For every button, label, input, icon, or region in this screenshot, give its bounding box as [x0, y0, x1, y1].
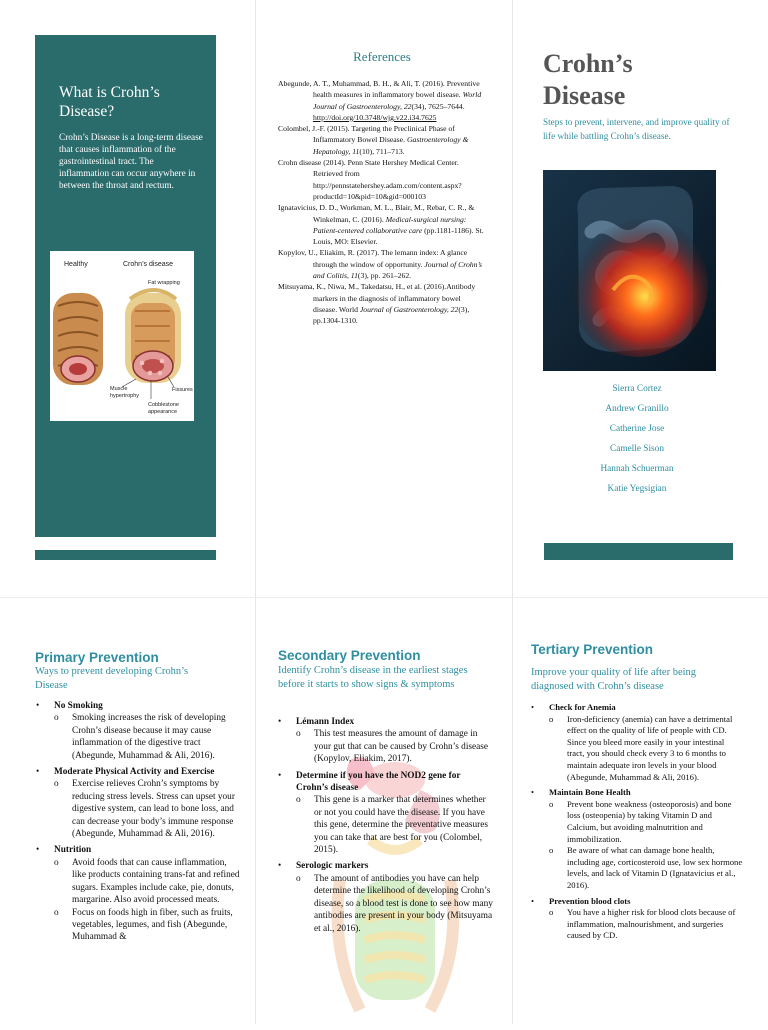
prevention-detail [54, 778, 240, 840]
bullet-icon: • [531, 895, 535, 906]
secondary-title: Secondary Prevention [278, 648, 421, 663]
reference-text: Crohn disease (2014). Penn State Hershey Medical Center. Retrieved from http://pennstatehershey.adam.com/content.aspx?productId=10&pid=10&gid=000103 [278, 158, 462, 201]
tertiary-subtitle: Improve your quality of life after being diagnosed with Crohn’s disease [531, 667, 697, 692]
prevention-detail [54, 857, 240, 907]
bullet-icon: • [531, 702, 535, 712]
prevention-detail [54, 907, 240, 944]
author-name: Sierra Cortez [612, 384, 662, 394]
author-name: Camelle Sison [610, 444, 664, 455]
bullet-icon: • [278, 861, 282, 872]
author-name: Andrew Granillo [605, 404, 669, 415]
illus-label-muscle: Muscle hypertrophy [110, 386, 140, 399]
prevention-item [36, 766, 240, 778]
bullet-icon: • [36, 701, 40, 711]
prevention-detail-text: Exercise relieves Crohn’s symptoms by reducing stress levels. Stress can upset your digestive system, can lead to bone loss, and can decrease your body’s immune response (Abegunde, Muhammad & Ali, 2016). [72, 779, 235, 840]
reference-link[interactable]: http://doi.org/10.3748/wjg.v22.i34.7625 [313, 112, 437, 122]
prevention-item-label: Check for Anemia [549, 702, 616, 712]
reference-pages: (pp.1181-1186). St. Louis, MO: Elsevier. [313, 225, 484, 247]
prevention-item-label: No Smoking [54, 701, 103, 711]
prevention-detail-text: Be aware of what can damage bone health, including age, corticosteroid use, low sex hormone levels, and lack of Vitamin D (Ignatavicius et al., 2016). [567, 845, 743, 890]
reference-text: Colombel, J.-F. (2015). Targeting the Preclinical Phase of Inflammatory Bowel Disease. [278, 124, 455, 145]
what-is-heading: What is Crohn’s Disease? [59, 84, 160, 120]
prevention-item-label: Determine if you have the NOD2 gene for Crohn’s disease [296, 770, 461, 794]
prevention-detail [296, 794, 493, 856]
prevention-detail-text: You have a higher risk for blood clots because of inflammation, malnourishment, and surgeries caused by CD. [567, 907, 736, 941]
page-divider [0, 597, 768, 598]
prevention-detail [296, 728, 493, 765]
sub-bullet-icon: o [54, 907, 59, 918]
references-title: References [353, 49, 411, 64]
prevention-item [36, 700, 240, 712]
illus-label-fat: Fat wrapping [148, 280, 180, 286]
secondary-list [278, 716, 493, 939]
illus-label-healthy: Healthy [64, 261, 88, 268]
teal-divider-strip [544, 543, 733, 560]
what-is-body: Crohn’s Disease is a long-term disease that causes inflammation of the gastrointestinal tract. The inflammation can occur anywhere in between the throat and rectum. [59, 133, 203, 191]
column-divider [255, 0, 256, 1024]
tertiary-list [531, 702, 743, 946]
prevention-item [278, 770, 493, 795]
author-name: Hannah Schuerman [600, 464, 674, 475]
sub-bullet-icon: o [296, 873, 301, 884]
title-line-2: Disease [543, 81, 626, 110]
reference-journal: Medical-surgical nursing: Patient-centered collaborative care [313, 214, 467, 235]
sub-bullet-icon: o [54, 713, 59, 724]
prevention-item [278, 716, 493, 728]
prevention-detail-text: Avoid foods that can cause inflammation, like products containing trans-fat and refined sugars. Examples include cake, pie, donuts, margarine. Also avoid processed meats. [72, 857, 240, 906]
reference-pages: (3), pp.1304-1310. [313, 304, 470, 326]
reference-item [278, 202, 485, 247]
prevention-detail-text: Iron-deficiency (anemia) can have a detrimental effect on the quality of life of people with CD. Since you bleed more easily in your intestinal tract, you should check every 3 to 6 months to maintain adequate iron levels in your blood (Abegunde, Muhammad & Ali, 2016). [567, 713, 733, 782]
prevention-item [531, 702, 743, 714]
bullet-icon: • [36, 767, 40, 778]
author-name: Katie Yegsigian [607, 484, 667, 495]
prevention-item-label: Maintain Bone Health [549, 787, 631, 798]
healthy-intestine-drawing [53, 293, 103, 385]
reference-text: Abegunde, A. T., Muhammad, B. H., & Ali, T. (2016). Preventive health measures in inflammatory bowel disease. [278, 79, 480, 100]
sub-bullet-icon: o [549, 798, 554, 809]
primary-list [36, 700, 240, 948]
reference-item [278, 157, 485, 202]
prevention-detail [296, 873, 493, 935]
prevention-detail-text: Focus on foods high in fiber, such as fruits, vegetables, legumes, and fish (Abegunde, Muhammad & [72, 907, 233, 943]
secondary-subtitle: Identify Crohn’s disease in the earliest stages before it starts to show signs & symptoms [278, 665, 468, 690]
inflamed-intestine-image [543, 170, 716, 371]
reference-item [278, 78, 485, 123]
sub-bullet-icon: o [296, 795, 301, 806]
prevention-item-label: Nutrition [54, 845, 92, 856]
intestine-illustration [50, 251, 194, 421]
sub-bullet-icon: o [54, 779, 59, 790]
prevention-item [278, 860, 493, 872]
bullet-icon: • [531, 787, 535, 798]
reference-item [278, 123, 485, 157]
prevention-detail [549, 907, 743, 942]
primary-title: Primary Prevention [35, 650, 159, 665]
reference-pages: (34), 7625–7644. [411, 101, 465, 111]
prevention-item-label: Serologic markers [296, 861, 369, 872]
prevention-detail-text: This test measures the amount of damage in your gut that can be caused by Crohn’s disease (Kopylov, Eliakim, 2017). [314, 729, 489, 765]
illus-label-cobblestone: Cobblestone appearance [148, 402, 179, 415]
reference-text: Mitsuyama, K., Niwa, M., Takedatsu, H., et al. (2016).Antibody markers in the diagnosis of inflammatory bowel disease. World [278, 282, 476, 314]
sub-bullet-icon: o [296, 729, 301, 740]
prevention-detail [549, 845, 743, 891]
reference-text: Kopylov, U., Eliakim, R. (2017). The lemann index: A glance through the window of opportunity. [278, 248, 468, 269]
illus-label-fissures: Fissures [172, 387, 193, 393]
prevention-detail-text: Smoking increases the risk of developing Crohn’s disease because it may cause inflammation of the digestive tract (Abegunde, Muhammad & Ali, 2016). [72, 713, 226, 761]
author-name: Catherine Jose [609, 424, 665, 435]
prevention-item [531, 896, 743, 908]
reference-journal: Journal of Gastroenterology, 22 [359, 304, 459, 314]
reference-pages: (10), 711–713. [359, 146, 405, 156]
sub-bullet-icon: o [549, 907, 554, 918]
reference-item [278, 281, 485, 326]
author-list [543, 379, 731, 500]
title-line-1: Crohn’s [543, 49, 633, 78]
prevention-detail [549, 714, 743, 784]
reference-journal: World Journal of Gastroenterology, 22 [313, 90, 482, 111]
prevention-item [36, 844, 240, 856]
reference-journal: Journal of Crohn’s and Colitis, 11 [313, 259, 483, 281]
sub-bullet-icon: o [54, 857, 59, 868]
prevention-detail [549, 799, 743, 845]
references-list [278, 78, 485, 327]
reference-journal: Gastroenterology & Hepatology, 11 [313, 135, 469, 156]
prevention-detail-text: This gene is a marker that determines whether or not you could have the disease. If you have this gene, determine the preventative measures you can take that are best for you (Colombel, 2015). [314, 795, 488, 856]
prevention-item-label: Prevention blood clots [549, 895, 631, 906]
sub-bullet-icon: o [549, 713, 554, 724]
crohns-intestine-drawing [125, 290, 181, 383]
prevention-item [531, 787, 743, 799]
illus-label-crohns: Crohn’s disease [123, 261, 174, 268]
teal-divider-strip [35, 550, 216, 560]
tertiary-title: Tertiary Prevention [531, 642, 654, 657]
prevention-item-label: Moderate Physical Activity and Exercise [54, 767, 215, 778]
reference-item [278, 247, 485, 281]
primary-subtitle: Ways to prevent developing Crohn’s Disease [35, 666, 189, 691]
reference-text: Ignatavicius, D. D., Workman, M. L., Blair, M., Rebar, C. R., & Winkelman, C. (2016). [278, 203, 475, 224]
reference-pages: (3), pp. 261–262. [357, 271, 412, 281]
prevention-detail [54, 712, 240, 762]
cover-tagline: Steps to prevent, intervene, and improve quality of life while battling Crohn’s disease. [543, 117, 730, 141]
prevention-item-label: Lémann Index [296, 717, 355, 727]
column-divider [512, 0, 513, 1024]
brochure-title [543, 48, 733, 112]
bullet-icon: • [278, 770, 282, 781]
bullet-icon: • [278, 717, 282, 727]
prevention-detail-text: The amount of antibodies you have can help determine the likelihood of developing Crohn’s disease, so a blood test is done to see how many antibodies are present in your body (Mitsuyama et al., 2016). [314, 873, 493, 934]
bullet-icon: • [36, 845, 40, 856]
prevention-detail-text: Prevent bone weakness (osteoporosis) and bone loss (osteopenia) by taking Vitamin D and Calcium, but avoiding malnutrition and immobilization. [567, 798, 732, 844]
sub-bullet-icon: o [549, 845, 554, 856]
